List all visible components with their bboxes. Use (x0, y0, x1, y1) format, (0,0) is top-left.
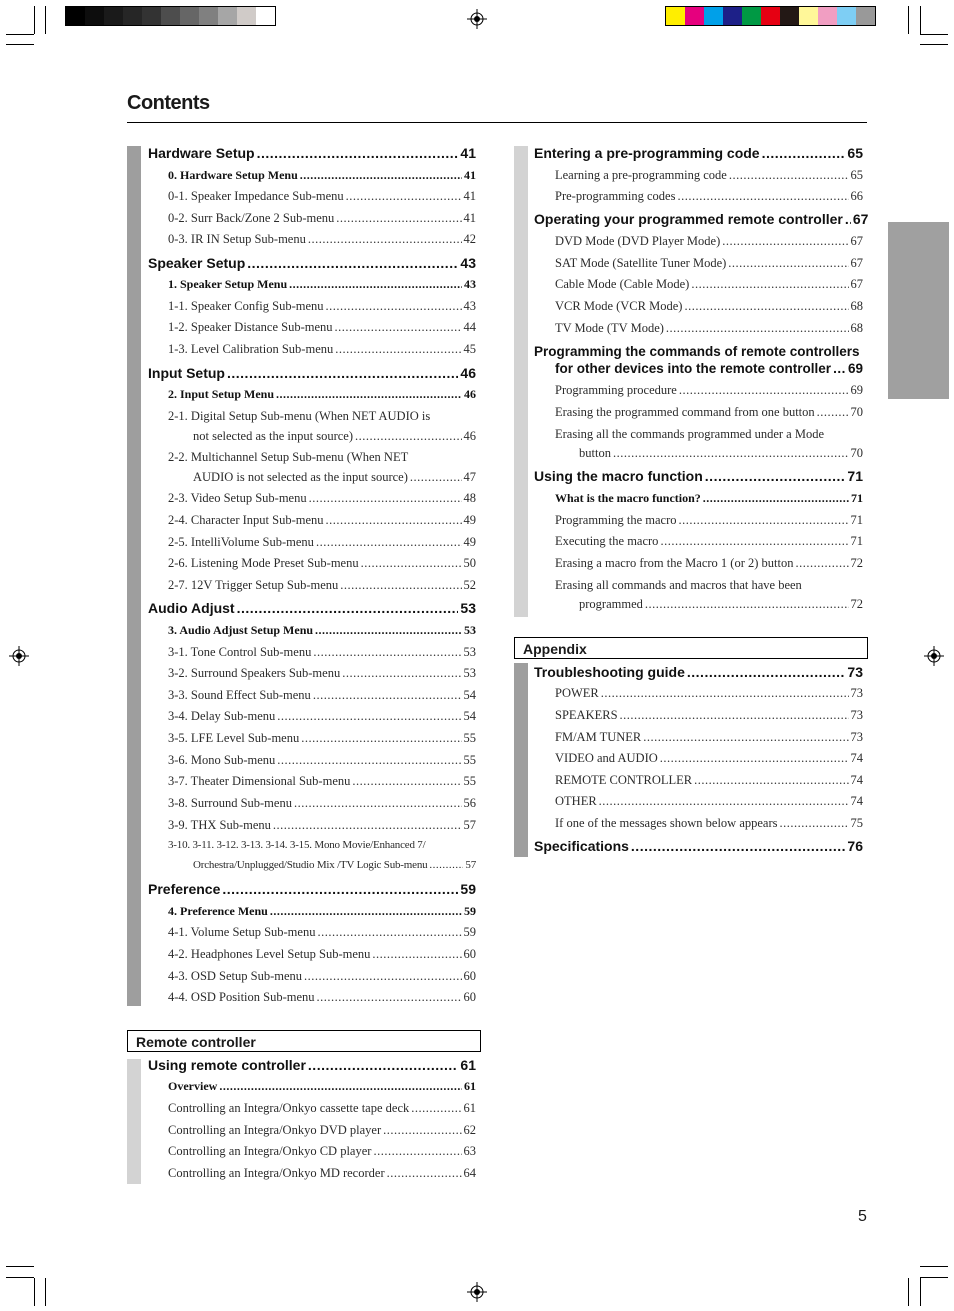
section-bar-setup (127, 146, 141, 1006)
toc-entry[interactable]: 4-1. Volume Setup Sub-menu ..... 59 (168, 925, 476, 940)
toc-entry[interactable]: 3. Audio Adjust Setup Menu ..... 53 (168, 623, 476, 638)
toc-entry[interactable]: 0-3. IR IN Setup Sub-menu ..... 42 (168, 232, 476, 247)
toc-entry[interactable]: 1-1. Speaker Config Sub-menu ..... 43 (168, 299, 476, 314)
toc-entry[interactable]: SAT Mode (Satellite Tuner Mode) ..... 67 (555, 256, 863, 271)
toc-entry[interactable]: REMOTE CONTROLLER ..... 74 (555, 773, 863, 788)
toc-entry[interactable]: VCR Mode (VCR Mode) ..... 68 (555, 299, 863, 314)
registration-mark-icon (924, 646, 944, 666)
thumb-index-tab (888, 222, 949, 399)
toc-entry[interactable]: 1-3. Level Calibration Sub-menu ..... 45 (168, 342, 476, 357)
toc-entry[interactable]: 3-5. LFE Level Sub-menu ..... 55 (168, 731, 476, 746)
toc-entry[interactable]: Cable Mode (Cable Mode) ..... 67 (555, 277, 863, 292)
section-heading-appendix: Appendix (514, 637, 868, 659)
toc-entry[interactable]: DVD Mode (DVD Player Mode) ..... 67 (555, 234, 863, 249)
toc-entry[interactable]: VIDEO and AUDIO ..... 74 (555, 751, 863, 766)
section-heading-remote-controller: Remote controller (127, 1030, 481, 1052)
color-swatch (761, 7, 780, 25)
toc-entry[interactable]: Orchestra/Unplugged/Studio Mix /TV Logic Sub-menu ..... 57 (193, 859, 476, 871)
section-bar-remote-programming (514, 146, 528, 617)
toc-entry[interactable]: What is the macro function? ..... 71 (555, 491, 863, 506)
toc-entry[interactable]: Erasing the programmed command from one button ..... 70 (555, 405, 863, 420)
toc-entry[interactable]: 3-1. Tone Control Sub-menu ..... 53 (168, 645, 476, 660)
toc-section-input-setup[interactable]: Input Setup ..... 46 (148, 365, 476, 381)
page-title: Contents (127, 92, 210, 114)
toc-entry[interactable]: 3-8. Surround Sub-menu ..... 56 (168, 796, 476, 811)
toc-entry[interactable]: 2-4. Character Input Sub-menu ..... 49 (168, 513, 476, 528)
toc-entry[interactable]: Controlling an Integra/Onkyo DVD player ..... 62 (168, 1123, 476, 1138)
toc-entry-line[interactable]: Erasing all the commands programmed under a Mode (555, 427, 825, 441)
color-swatch (742, 7, 761, 25)
toc-section-using-remote[interactable]: Using remote controller ..... 61 (148, 1057, 476, 1073)
toc-section-specifications[interactable]: Specifications ..... 76 (534, 838, 863, 854)
color-swatch (161, 7, 180, 25)
toc-entry[interactable]: 0. Hardware Setup Menu ..... 41 (168, 168, 476, 183)
toc-entry[interactable]: 0-1. Speaker Impedance Sub-menu ..... 41 (168, 189, 476, 204)
toc-section-macro[interactable]: Using the macro function ..... 71 (534, 468, 863, 484)
color-swatch (180, 7, 199, 25)
registration-mark-icon (467, 1282, 487, 1302)
toc-entry[interactable]: 1. Speaker Setup Menu ..... 43 (168, 277, 476, 292)
toc-entry[interactable]: 3-2. Surround Speakers Sub-menu ..... 53 (168, 666, 476, 681)
toc-entry[interactable]: Erasing a macro from the Macro 1 (or 2) button ..... 72 (555, 556, 863, 571)
toc-entry[interactable]: programmed ..... 72 (579, 597, 863, 612)
color-swatch (123, 7, 142, 25)
toc-entry[interactable]: 2-3. Video Setup Sub-menu ..... 48 (168, 491, 476, 506)
color-swatch (142, 7, 161, 25)
toc-entry[interactable]: Overview ..... 61 (168, 1079, 476, 1094)
toc-entry[interactable]: 3-7. Theater Dimensional Sub-menu ..... 55 (168, 774, 476, 789)
toc-entry[interactable]: Executing the macro ..... 71 (555, 534, 863, 549)
color-swatch (799, 7, 818, 25)
toc-section-programming-commands-cont[interactable]: for other devices into the remote controller ..... 69 (555, 361, 863, 376)
toc-entry-line[interactable]: 2-2. Multichannel Setup Sub-menu (When NET (168, 450, 409, 464)
toc-entry-line[interactable]: 3-10. 3-11. 3-12. 3-13. 3-14. 3-15. Mono Movie/Enhanced 7/ (168, 839, 426, 851)
toc-entry[interactable]: Controlling an Integra/Onkyo cassette tape deck ..... 61 (168, 1101, 476, 1116)
toc-entry[interactable]: Controlling an Integra/Onkyo MD recorder ..... 64 (168, 1166, 476, 1181)
toc-entry[interactable]: 3-6. Mono Sub-menu ..... 55 (168, 753, 476, 768)
color-swatch (104, 7, 123, 25)
toc-entry[interactable]: Learning a pre-programming code ..... 65 (555, 168, 863, 183)
section-bar-appendix (514, 663, 528, 857)
toc-entry[interactable]: Controlling an Integra/Onkyo CD player ..... 63 (168, 1144, 476, 1159)
toc-entry[interactable]: 3-4. Delay Sub-menu ..... 54 (168, 709, 476, 724)
toc-entry[interactable]: POWER ..... 73 (555, 686, 863, 701)
color-swatch (818, 7, 837, 25)
color-swatch (666, 7, 685, 25)
toc-entry[interactable]: If one of the messages shown below appears ..... 75 (555, 816, 863, 831)
toc-entry[interactable]: 2-6. Listening Mode Preset Sub-menu ..... 50 (168, 556, 476, 571)
toc-entry[interactable]: 2-5. IntelliVolume Sub-menu ..... 49 (168, 535, 476, 550)
section-bar-remote (127, 1059, 141, 1184)
toc-entry-line[interactable]: 2-1. Digital Setup Sub-menu (When NET AUDIO is (168, 409, 431, 423)
toc-entry[interactable]: 0-2. Surr Back/Zone 2 Sub-menu ..... 41 (168, 211, 476, 226)
toc-entry[interactable]: Programming procedure ..... 69 (555, 383, 863, 398)
process-color-bar (665, 6, 876, 26)
toc-entry[interactable]: AUDIO is not selected as the input source) ..... 47 (193, 470, 476, 485)
toc-entry[interactable]: 1-2. Speaker Distance Sub-menu ..... 44 (168, 320, 476, 335)
toc-entry[interactable]: 4-2. Headphones Level Setup Sub-menu ..... 60 (168, 947, 476, 962)
color-swatch (723, 7, 742, 25)
toc-entry[interactable]: 2. Input Setup Menu ..... 46 (168, 387, 476, 402)
page-number: 5 (858, 1208, 867, 1225)
color-swatch (66, 7, 85, 25)
toc-section-programming-commands[interactable]: Programming the commands of remote controllers (534, 344, 860, 359)
toc-entry[interactable]: 4-3. OSD Setup Sub-menu ..... 60 (168, 969, 476, 984)
toc-entry[interactable]: not selected as the input source) ..... 46 (193, 429, 476, 444)
color-swatch (685, 7, 704, 25)
toc-entry[interactable]: Programming the macro ..... 71 (555, 513, 863, 528)
toc-entry[interactable]: 4-4. OSD Position Sub-menu ..... 60 (168, 990, 476, 1005)
toc-section-hardware-setup[interactable]: Hardware Setup ..... 41 (148, 145, 476, 161)
toc-section-operating-remote[interactable]: Operating your programmed remote controller ..... 67 (534, 211, 863, 227)
toc-section-troubleshooting[interactable]: Troubleshooting guide ..... 73 (534, 664, 863, 680)
toc-entry[interactable]: 2-7. 12V Trigger Setup Sub-menu ..... 52 (168, 578, 476, 593)
toc-section-preference[interactable]: Preference ..... 59 (148, 881, 476, 897)
toc-entry[interactable]: Pre-programming codes ..... 66 (555, 189, 863, 204)
registration-mark-icon (9, 646, 29, 666)
color-swatch (856, 7, 875, 25)
toc-entry[interactable]: SPEAKERS ..... 73 (555, 708, 863, 723)
toc-entry[interactable]: button ..... 70 (579, 446, 863, 461)
toc-section-speaker-setup[interactable]: Speaker Setup ..... 43 (148, 255, 476, 271)
color-swatch (85, 7, 104, 25)
grayscale-color-bar (65, 6, 276, 26)
toc-entry[interactable]: OTHER ..... 74 (555, 794, 863, 809)
color-swatch (237, 7, 256, 25)
toc-entry[interactable]: 3-3. Sound Effect Sub-menu ..... 54 (168, 688, 476, 703)
toc-entry-line[interactable]: Erasing all commands and macros that have been (555, 578, 802, 592)
color-swatch (704, 7, 723, 25)
color-swatch (837, 7, 856, 25)
registration-mark-icon (467, 9, 487, 29)
color-swatch (218, 7, 237, 25)
toc-entry[interactable]: 4. Preference Menu ..... 59 (168, 904, 476, 919)
toc-entry[interactable]: TV Mode (TV Mode) ..... 68 (555, 321, 863, 336)
toc-section-audio-adjust[interactable]: Audio Adjust ..... 53 (148, 600, 476, 616)
title-divider (127, 122, 867, 123)
color-swatch (780, 7, 799, 25)
toc-entry[interactable]: FM/AM TUNER ..... 73 (555, 730, 863, 745)
color-swatch (256, 7, 275, 25)
toc-entry[interactable]: 3-9. THX Sub-menu ..... 57 (168, 818, 476, 833)
color-swatch (199, 7, 218, 25)
toc-section-entering-code[interactable]: Entering a pre-programming code ..... 65 (534, 145, 863, 161)
